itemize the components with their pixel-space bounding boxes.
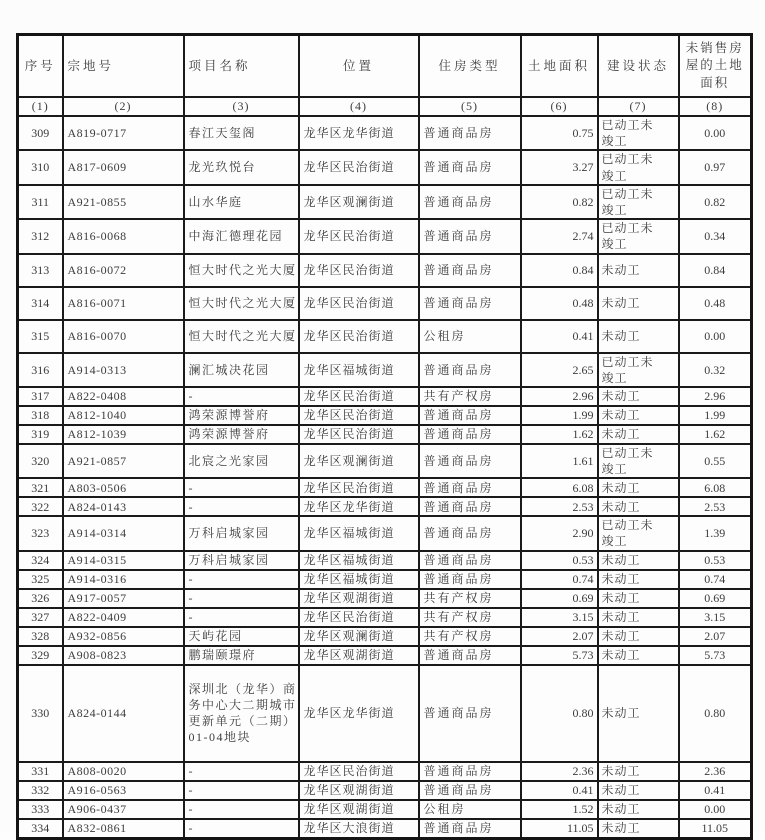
cell-project: - [184, 800, 299, 819]
cell-status: 未动工 [598, 387, 679, 406]
cell-type: 普通商品房 [419, 478, 521, 497]
cell-parcel: A822-0409 [63, 608, 184, 627]
cell-area: 0.80 [521, 665, 598, 762]
col-index-7: (7) [598, 97, 679, 116]
cell-no: 319 [18, 425, 63, 444]
table-row [18, 781, 752, 800]
col-header-type: 住房类型 [419, 35, 521, 98]
cell-project: 中海汇德理花园 [184, 219, 299, 253]
cell-no: 329 [18, 646, 63, 665]
cell-location: 龙华区民治街道 [299, 287, 419, 320]
cell-type: 共有产权房 [419, 387, 521, 406]
col-index-8: (8) [679, 97, 752, 116]
cell-unsold: 0.32 [679, 353, 752, 387]
cell-status: 已动工未竣工 [598, 444, 679, 478]
cell-status: 未动工 [598, 665, 679, 762]
cell-status: 未动工 [598, 800, 679, 819]
cell-no: 328 [18, 627, 63, 646]
cell-project: - [184, 387, 299, 406]
cell-parcel: A917-0057 [63, 589, 184, 608]
cell-location: 龙华区观澜街道 [299, 185, 419, 219]
cell-unsold: 0.84 [679, 254, 752, 287]
cell-area: 1.99 [521, 406, 598, 425]
cell-type: 普通商品房 [419, 781, 521, 800]
cell-project: 万科启城家园 [184, 516, 299, 550]
cell-status: 已动工未竣工 [598, 219, 679, 253]
cell-location: 龙华区观澜街道 [299, 627, 419, 646]
cell-location: 龙华区民治街道 [299, 254, 419, 287]
cell-status: 已动工未竣工 [598, 516, 679, 550]
cell-parcel: A824-0143 [63, 497, 184, 516]
cell-unsold: 0.48 [679, 287, 752, 320]
cell-area: 0.82 [521, 185, 598, 219]
cell-area: 2.90 [521, 516, 598, 550]
cell-parcel: A816-0072 [63, 254, 184, 287]
cell-area: 2.74 [521, 219, 598, 253]
col-header-location: 位置 [299, 35, 419, 98]
table-row [18, 665, 752, 762]
table-row [18, 646, 752, 665]
cell-status: 未动工 [598, 570, 679, 589]
table-row [18, 185, 752, 219]
cell-area: 2.96 [521, 387, 598, 406]
cell-project: 恒大时代之光大厦 [184, 287, 299, 320]
cell-type: 普通商品房 [419, 516, 521, 550]
cell-type: 普通商品房 [419, 116, 521, 150]
cell-location: 龙华区民治街道 [299, 762, 419, 781]
cell-parcel: A816-0070 [63, 320, 184, 353]
cell-project: 恒大时代之光大厦 [184, 320, 299, 353]
cell-unsold: 3.15 [679, 608, 752, 627]
cell-area: 1.61 [521, 444, 598, 478]
cell-status: 已动工未竣工 [598, 116, 679, 150]
cell-project: 鸿荣源博誉府 [184, 406, 299, 425]
cell-project: - [184, 781, 299, 800]
cell-area: 1.62 [521, 425, 598, 444]
cell-type: 普通商品房 [419, 570, 521, 589]
cell-unsold: 1.62 [679, 425, 752, 444]
cell-project: 鸿荣源博誉府 [184, 425, 299, 444]
cell-area: 0.41 [521, 781, 598, 800]
col-header-project: 项目名称 [184, 35, 299, 98]
cell-area: 11.05 [521, 819, 598, 839]
cell-location: 龙华区龙华街道 [299, 665, 419, 762]
cell-parcel: A908-0823 [63, 646, 184, 665]
col-header-unsold: 未销售房屋的土地面积 [679, 35, 752, 98]
cell-status: 未动工 [598, 762, 679, 781]
cell-location: 龙华区福城街道 [299, 551, 419, 570]
cell-location: 龙华区民治街道 [299, 608, 419, 627]
cell-no: 315 [18, 320, 63, 353]
cell-location: 龙华区民治街道 [299, 150, 419, 184]
cell-status: 未动工 [598, 254, 679, 287]
cell-project: - [184, 570, 299, 589]
cell-type: 普通商品房 [419, 219, 521, 253]
cell-type: 公租房 [419, 320, 521, 353]
cell-parcel: A914-0314 [63, 516, 184, 550]
cell-no: 318 [18, 406, 63, 425]
cell-location: 龙华区观湖街道 [299, 800, 419, 819]
col-index-4: (4) [299, 97, 419, 116]
cell-parcel: A932-0856 [63, 627, 184, 646]
table-header-row [18, 35, 752, 98]
cell-parcel: A921-0855 [63, 185, 184, 219]
col-header-area: 土地面积 [521, 35, 598, 98]
cell-no: 317 [18, 387, 63, 406]
cell-no: 312 [18, 219, 63, 253]
cell-parcel: A822-0408 [63, 387, 184, 406]
col-index-5: (5) [419, 97, 521, 116]
table-row [18, 800, 752, 819]
cell-type: 普通商品房 [419, 551, 521, 570]
cell-location: 龙华区观湖街道 [299, 589, 419, 608]
col-index-2: (2) [63, 97, 184, 116]
cell-project: 北宸之光家园 [184, 444, 299, 478]
col-index-1: (1) [18, 97, 63, 116]
col-header-parcel: 宗地号 [63, 35, 184, 98]
cell-unsold: 1.99 [679, 406, 752, 425]
cell-type: 普通商品房 [419, 444, 521, 478]
table-row [18, 406, 752, 425]
cell-type: 普通商品房 [419, 353, 521, 387]
cell-unsold: 0.80 [679, 665, 752, 762]
cell-project: - [184, 762, 299, 781]
cell-unsold: 2.36 [679, 762, 752, 781]
table-row [18, 497, 752, 516]
cell-area: 2.53 [521, 497, 598, 516]
cell-no: 313 [18, 254, 63, 287]
table-row [18, 150, 752, 184]
cell-project: - [184, 819, 299, 839]
table-row [18, 387, 752, 406]
cell-parcel: A819-0717 [63, 116, 184, 150]
cell-location: 龙华区龙华街道 [299, 116, 419, 150]
cell-project: - [184, 497, 299, 516]
cell-status: 未动工 [598, 781, 679, 800]
cell-project: - [184, 478, 299, 497]
cell-unsold: 0.00 [679, 800, 752, 819]
cell-unsold: 0.82 [679, 185, 752, 219]
cell-type: 普通商品房 [419, 150, 521, 184]
cell-area: 0.75 [521, 116, 598, 150]
cell-parcel: A906-0437 [63, 800, 184, 819]
cell-unsold: 5.73 [679, 646, 752, 665]
cell-parcel: A832-0861 [63, 819, 184, 839]
cell-location: 龙华区龙华街道 [299, 497, 419, 516]
cell-type: 普通商品房 [419, 254, 521, 287]
cell-type: 普通商品房 [419, 762, 521, 781]
table-row [18, 516, 752, 550]
cell-unsold: 0.00 [679, 320, 752, 353]
cell-no: 331 [18, 762, 63, 781]
cell-unsold: 0.55 [679, 444, 752, 478]
cell-location: 龙华区民治街道 [299, 320, 419, 353]
cell-status: 未动工 [598, 551, 679, 570]
cell-type: 普通商品房 [419, 287, 521, 320]
cell-type: 普通商品房 [419, 646, 521, 665]
cell-no: 323 [18, 516, 63, 550]
cell-parcel: A812-1039 [63, 425, 184, 444]
table-row [18, 287, 752, 320]
cell-unsold: 0.34 [679, 219, 752, 253]
cell-area: 3.27 [521, 150, 598, 184]
cell-status: 未动工 [598, 646, 679, 665]
cell-location: 龙华区观湖街道 [299, 781, 419, 800]
cell-parcel: A914-0315 [63, 551, 184, 570]
cell-status: 未动工 [598, 497, 679, 516]
cell-area: 2.36 [521, 762, 598, 781]
cell-unsold: 2.96 [679, 387, 752, 406]
cell-parcel: A816-0068 [63, 219, 184, 253]
cell-parcel: A914-0313 [63, 353, 184, 387]
cell-no: 325 [18, 570, 63, 589]
cell-no: 316 [18, 353, 63, 387]
cell-status: 未动工 [598, 287, 679, 320]
cell-location: 龙华区民治街道 [299, 425, 419, 444]
cell-area: 3.15 [521, 608, 598, 627]
cell-parcel: A803-0506 [63, 478, 184, 497]
cell-type: 共有产权房 [419, 589, 521, 608]
cell-no: 322 [18, 497, 63, 516]
cell-location: 龙华区福城街道 [299, 516, 419, 550]
cell-area: 6.08 [521, 478, 598, 497]
cell-status: 已动工未竣工 [598, 150, 679, 184]
cell-type: 公租房 [419, 800, 521, 819]
cell-status: 未动工 [598, 589, 679, 608]
cell-type: 普通商品房 [419, 425, 521, 444]
table-row [18, 478, 752, 497]
cell-no: 320 [18, 444, 63, 478]
cell-no: 332 [18, 781, 63, 800]
cell-type: 普通商品房 [419, 665, 521, 762]
cell-status: 未动工 [598, 608, 679, 627]
cell-status: 已动工未竣工 [598, 353, 679, 387]
cell-unsold: 11.05 [679, 819, 752, 839]
cell-unsold: 2.07 [679, 627, 752, 646]
cell-no: 327 [18, 608, 63, 627]
table-row [18, 116, 752, 150]
table-row [18, 254, 752, 287]
table-row [18, 353, 752, 387]
cell-parcel: A812-1040 [63, 406, 184, 425]
cell-project: 龙光玖悦台 [184, 150, 299, 184]
table-row [18, 570, 752, 589]
cell-project: 深圳北（龙华）商务中心大二期城市更新单元（二期）01-04地块 [184, 665, 299, 762]
cell-parcel: A808-0020 [63, 762, 184, 781]
cell-area: 1.52 [521, 800, 598, 819]
cell-no: 311 [18, 185, 63, 219]
cell-area: 2.65 [521, 353, 598, 387]
cell-location: 龙华区民治街道 [299, 387, 419, 406]
cell-unsold: 0.41 [679, 781, 752, 800]
cell-no: 326 [18, 589, 63, 608]
cell-no: 309 [18, 116, 63, 150]
cell-type: 普通商品房 [419, 185, 521, 219]
table-row [18, 819, 752, 839]
col-index-6: (6) [521, 97, 598, 116]
cell-no: 324 [18, 551, 63, 570]
cell-project: 恒大时代之光大厦 [184, 254, 299, 287]
cell-type: 共有产权房 [419, 608, 521, 627]
cell-project: 鹏瑞颐璟府 [184, 646, 299, 665]
cell-area: 0.69 [521, 589, 598, 608]
table-row [18, 320, 752, 353]
cell-status: 未动工 [598, 425, 679, 444]
table-row [18, 219, 752, 253]
cell-parcel: A817-0609 [63, 150, 184, 184]
cell-location: 龙华区福城街道 [299, 353, 419, 387]
table-row [18, 608, 752, 627]
table-row [18, 627, 752, 646]
table-row [18, 589, 752, 608]
cell-status: 已动工未竣工 [598, 185, 679, 219]
table-row [18, 444, 752, 478]
cell-location: 龙华区观澜街道 [299, 444, 419, 478]
cell-no: 310 [18, 150, 63, 184]
cell-no: 314 [18, 287, 63, 320]
cell-unsold: 0.69 [679, 589, 752, 608]
col-header-status: 建设状态 [598, 35, 679, 98]
table-row [18, 762, 752, 781]
cell-parcel: A914-0316 [63, 570, 184, 589]
cell-area: 0.48 [521, 287, 598, 320]
cell-location: 龙华区民治街道 [299, 219, 419, 253]
cell-project: - [184, 608, 299, 627]
cell-project: - [184, 589, 299, 608]
cell-area: 0.53 [521, 551, 598, 570]
cell-status: 未动工 [598, 406, 679, 425]
cell-type: 共有产权房 [419, 627, 521, 646]
cell-area: 2.07 [521, 627, 598, 646]
cell-project: 澜汇城决花园 [184, 353, 299, 387]
cell-status: 未动工 [598, 320, 679, 353]
cell-project: 天屿花园 [184, 627, 299, 646]
col-index-3: (3) [184, 97, 299, 116]
column-index-row [18, 97, 752, 116]
cell-location: 龙华区民治街道 [299, 406, 419, 425]
cell-parcel: A921-0857 [63, 444, 184, 478]
cell-project: 万科启城家园 [184, 551, 299, 570]
cell-no: 321 [18, 478, 63, 497]
cell-project: 春江天玺阁 [184, 116, 299, 150]
cell-unsold: 0.53 [679, 551, 752, 570]
cell-location: 龙华区民治街道 [299, 478, 419, 497]
cell-unsold: 0.74 [679, 570, 752, 589]
cell-type: 普通商品房 [419, 497, 521, 516]
cell-status: 未动工 [598, 478, 679, 497]
cell-status: 未动工 [598, 819, 679, 839]
cell-type: 普通商品房 [419, 406, 521, 425]
cell-location: 龙华区福城街道 [299, 570, 419, 589]
cell-area: 0.84 [521, 254, 598, 287]
cell-area: 5.73 [521, 646, 598, 665]
cell-parcel: A816-0071 [63, 287, 184, 320]
cell-type: 普通商品房 [419, 819, 521, 839]
cell-area: 0.41 [521, 320, 598, 353]
cell-location: 龙华区观湖街道 [299, 646, 419, 665]
cell-location: 龙华区大浪街道 [299, 819, 419, 839]
cell-project: 山水华庭 [184, 185, 299, 219]
cell-unsold: 0.00 [679, 116, 752, 150]
cell-parcel: A824-0144 [63, 665, 184, 762]
cell-unsold: 1.39 [679, 516, 752, 550]
col-header-no: 序号 [18, 35, 63, 98]
table-row [18, 425, 752, 444]
cell-unsold: 6.08 [679, 478, 752, 497]
cell-parcel: A916-0563 [63, 781, 184, 800]
cell-no: 330 [18, 665, 63, 762]
table-row [18, 551, 752, 570]
cell-status: 未动工 [598, 627, 679, 646]
cell-unsold: 2.53 [679, 497, 752, 516]
cell-no: 334 [18, 819, 63, 839]
land-parcel-table [16, 33, 753, 840]
cell-no: 333 [18, 800, 63, 819]
cell-unsold: 0.97 [679, 150, 752, 184]
cell-area: 0.74 [521, 570, 598, 589]
